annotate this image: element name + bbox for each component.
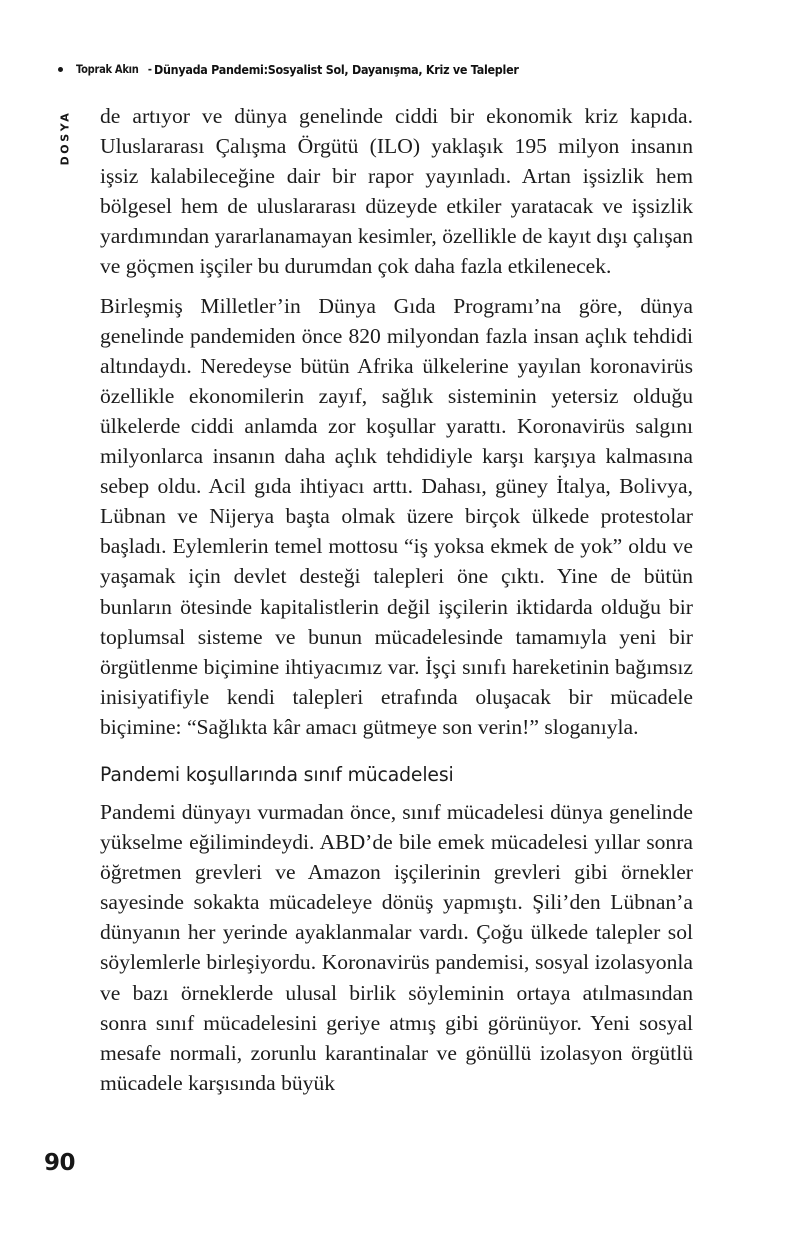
section-heading: Pandemi koşullarında sınıf mücadelesi bbox=[100, 762, 454, 786]
text-column bbox=[100, 101, 693, 1098]
section-tab bbox=[50, 95, 80, 181]
running-head-author: Toprak Akın bbox=[76, 63, 139, 76]
paragraph: Birleşmiş Milletler’in Dünya Gıda Programı’na göre, dünya genelinde pandemiden önce 820 milyondan fazla insan açlık tehdidi altındaydı. Neredeyse bütün Afrika ülkelerine yayılan koronavirüs özellikle ekonomilerin zayıf, sağlık sisteminin yetersiz olduğu ülkelerde ciddi anlamda zor koşullar yarattı. Koronavirüs salgını milyonlarca insanın daha açlık tehdidiyle karşı karşıya kalmasına sebep oldu. Acil gıda ihtiyacı arttı. Dahası, güney İtalya, Bolivya, Lübnan ve Nijerya başta olmak üzere birçok ülkede protestolar başladı. Eylemlerin temel mottosu “iş yoksa ekmek de yok” oldu ve yaşamak için devlet desteği talepleri öne çıktı. Yine de bütün bunların ötesinde kapitalistlerin değil işçilerin iktidarda olduğu bir toplumsal sisteme ve bunun mücadelesinde tamamıyla yeni bir örgütlenme biçimine ihtiyacımız var. İşçi sınıfı hareketinin bağımsız inisiyatifiyle kendi talepleri etrafında oluşacak bir mücadele biçimine: “Sağlıkta kâr amacı gütmeye son verin!” sloganıyla. bbox=[100, 293, 693, 739]
bullet-dot-icon bbox=[58, 67, 63, 72]
page-number: 90 bbox=[44, 1150, 76, 1176]
running-head-article-title: Dünyada Pandemi:Sosyalist Sol, Dayanışma, Kriz ve Talepler bbox=[153, 62, 519, 77]
running-head-separator: - bbox=[147, 63, 153, 76]
section-tab-label: DOSYA bbox=[58, 110, 72, 166]
running-head bbox=[58, 62, 559, 77]
paragraph: de artıyor ve dünya genelinde ciddi bir ekonomik kriz kapıda. Uluslararası Çalışma Örgütü (ILO) yaklaşık 195 milyon insanın işsiz kalabileceğine dair bir rapor yayınladı. Artan işsizlik hem bölgesel hem de uluslararası düzeyde etkiler yaratacak ve işsizlik yardımından yararlanamayan kesimler, özellikle de kayıt dışı çalışan ve göçmen işçiler bu durumdan çok daha fazla etkilenecek. bbox=[100, 104, 693, 279]
paragraph: Pandemi dünyayı vurmadan önce, sınıf mücadelesi dünya genelinde yükselme eğilimindeydi. ABD’de bile emek mücadelesi yıllar sonra öğretmen grevleri ve Amazon işçilerinin grevleri gibi örnekler sayesinde sokakta mücadeleye dönüş yapmıştı. Şili’den Lübnan’a dünyanın her yerinde ayaklanmalar vardı. Çoğu ülkede talepler sol söylemlerle birleşiyordu. Koronavirüs pandemisi, sosyal izolasyonla ve bazı örneklerde ulusal birlik söyleminin ortaya atılmasından sonra sınıf mücadelesini geriye atmış gibi görünüyor. Yeni sosyal mesafe normali, zorunlu karantinalar ve gönüllü izolasyon örgütlü mücadele karşısında büyük bbox=[100, 799, 693, 1095]
